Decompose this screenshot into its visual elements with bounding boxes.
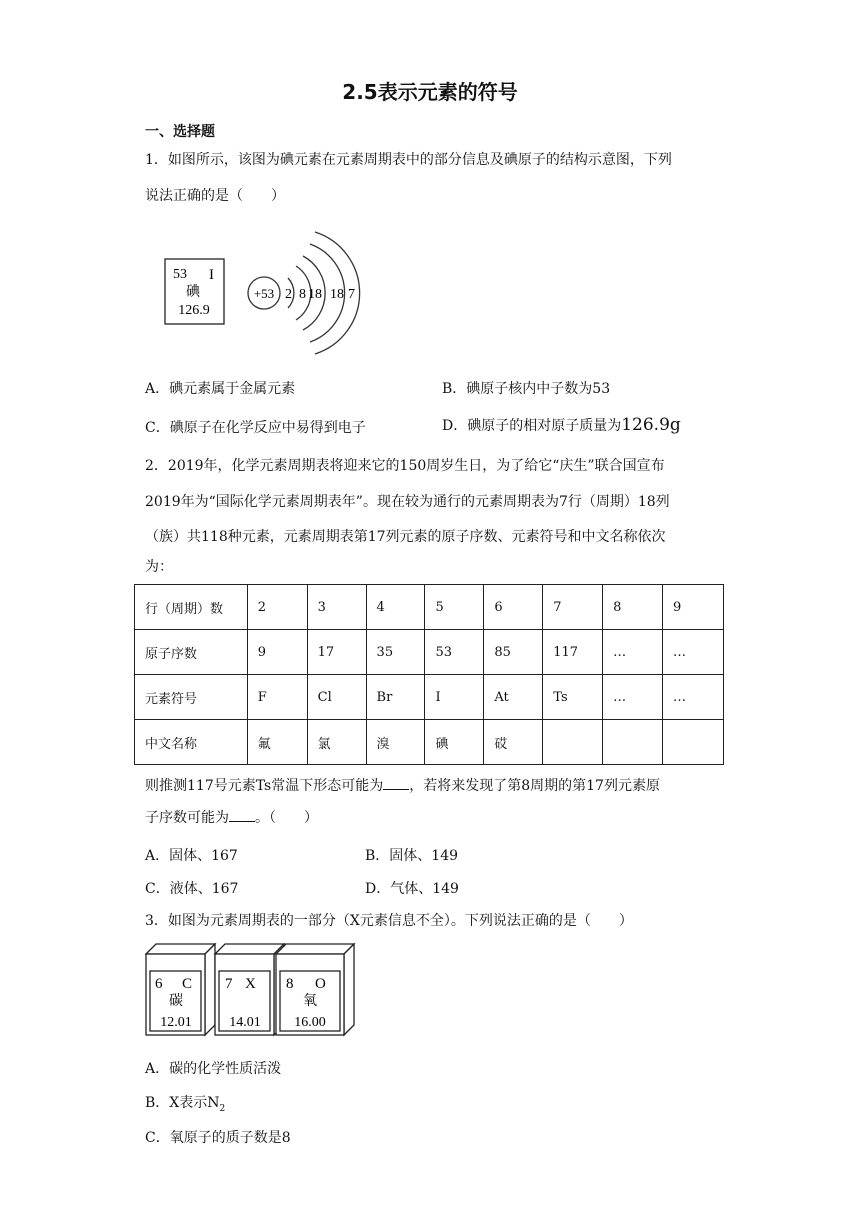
table-cell: Br <box>366 675 425 720</box>
table-cell: 8 <box>603 585 663 630</box>
q2-stem-line1: 2．2019年，化学元素周期表将迎来它的150周岁生日，为了给它“庆生”联合国宣布 <box>145 458 665 474</box>
cell-o-name: 氧 <box>303 994 317 1009</box>
q1-stem-line2: 说法正确的是（ ） <box>145 188 285 204</box>
cell-x-number: 7 <box>225 976 233 992</box>
iodine-name: 碘 <box>186 285 200 300</box>
cell-side <box>205 944 215 1035</box>
iodine-number: 53 <box>173 267 187 282</box>
table-cell <box>663 720 724 765</box>
q2-stem-line3: （族）共118种元素，元素周期表第17列元素的原子序数、元素符号和中文名称依次 <box>145 529 666 545</box>
table-cell: 85 <box>484 630 543 675</box>
q3-option-a: A．碳的化学性质活泼 <box>145 1061 282 1077</box>
iodine-mass: 126.9 <box>178 303 210 318</box>
table-cell: 原子序数 <box>135 630 248 675</box>
table-cell: F <box>247 675 307 720</box>
cell-c-symbol: C <box>182 976 193 992</box>
q2-followup-line2 <box>145 808 318 828</box>
q1-option-d <box>442 415 681 435</box>
shell-2: 8 <box>299 287 306 302</box>
table-cell: 碘 <box>425 720 484 765</box>
table-cell: 117 <box>543 630 603 675</box>
table-row <box>135 630 724 675</box>
iodine-symbol: I <box>209 267 214 283</box>
q2-option-a: A．固体、167 <box>145 848 238 864</box>
q1-option-c: C．碘原子在化学反应中易得到电子 <box>145 420 366 436</box>
table-cell: 氯 <box>307 720 366 765</box>
q2-followup-text-d: 。（ ） <box>255 810 318 826</box>
table-cell: 9 <box>247 630 307 675</box>
q3-option-c: C．氧原子的质子数是8 <box>145 1130 291 1146</box>
shell-1: 2 <box>285 287 292 302</box>
group17-table <box>134 584 724 765</box>
table-cell: Cl <box>307 675 366 720</box>
shell-4: 18 <box>330 287 344 302</box>
table-cell: … <box>603 630 663 675</box>
table-cell: 5 <box>425 585 484 630</box>
table-cell: 行（周期）数 <box>135 585 248 630</box>
table-cell: 砹 <box>484 720 543 765</box>
q2-option-b: B．固体、149 <box>365 848 459 864</box>
table-cell: 元素符号 <box>135 675 248 720</box>
table-cell: 17 <box>307 630 366 675</box>
table-cell: … <box>663 630 724 675</box>
table-cell: 溴 <box>366 720 425 765</box>
table-cell: 3 <box>307 585 366 630</box>
table-cell: … <box>603 675 663 720</box>
table-cell: Ts <box>543 675 603 720</box>
q1-stem-line1: 1．如图所示，该图为碘元素在元素周期表中的部分信息及碘原子的结构示意图，下列 <box>145 152 672 168</box>
cell-c-number: 6 <box>155 976 163 992</box>
section-heading: 一、选择题 <box>145 124 215 140</box>
table-cell <box>603 720 663 765</box>
nucleus-charge: +53 <box>253 286 275 301</box>
cell-x-mass: 14.01 <box>229 1015 261 1030</box>
cell-o-symbol: O <box>315 976 326 992</box>
q2-followup-text-c: 子序数可能为 <box>145 810 229 826</box>
q3-option-b-text: B．X表示N <box>145 1095 220 1111</box>
answer-blank[interactable] <box>229 809 255 822</box>
q3-option-b <box>145 1092 225 1114</box>
table-cell: 2 <box>247 585 307 630</box>
cell-x-symbol: X <box>245 976 256 992</box>
table-cell: … <box>663 675 724 720</box>
q3-stem: 3．如图为元素周期表的一部分（X元素信息不全）。下列说法正确的是（ ） <box>145 913 633 929</box>
table-cell: 7 <box>543 585 603 630</box>
table-cell: At <box>484 675 543 720</box>
cell-c-mass: 12.01 <box>160 1015 192 1030</box>
table-cell: 4 <box>366 585 425 630</box>
cell-o-mass: 16.00 <box>294 1015 326 1030</box>
shell-3: 18 <box>308 287 322 302</box>
table-cell: 53 <box>425 630 484 675</box>
cell-c-name: 碳 <box>169 994 183 1009</box>
q3-option-b-subscript: 2 <box>219 1103 226 1114</box>
page-title: 2.5表示元素的符号 <box>342 80 518 104</box>
q2-option-d: D．气体、149 <box>365 881 459 897</box>
table-cell: 氟 <box>247 720 307 765</box>
q2-stem-line4: 为： <box>145 559 173 575</box>
table-cell: 9 <box>663 585 724 630</box>
table-cell <box>543 720 603 765</box>
table-cell: 35 <box>366 630 425 675</box>
cell-o-number: 8 <box>286 976 294 992</box>
q1-option-a: A．碘元素属于金属元素 <box>145 381 296 397</box>
table-cell: I <box>425 675 484 720</box>
q2-followup-text-a: 则推测117号元素Ts常温下形态可能为 <box>145 778 384 794</box>
q2-followup-line1 <box>145 776 660 796</box>
table-row <box>135 585 724 630</box>
q1-option-d-text: D．碘原子的相对原子质量为 <box>442 418 622 434</box>
table-cell: 中文名称 <box>135 720 248 765</box>
q2-stem-line2: 2019年为“国际化学元素周期表年”。现在较为通行的元素周期表为7行（周期）18列 <box>145 494 670 510</box>
iodine-figure <box>160 222 370 362</box>
q1-option-b: B．碘原子核内中子数为53 <box>442 381 611 397</box>
shell-5: 7 <box>348 287 355 302</box>
q2-option-c: C．液体、167 <box>145 881 239 897</box>
table-row <box>135 720 724 765</box>
q1-option-d-value: 126.9g <box>621 415 681 435</box>
table-row <box>135 675 724 720</box>
table-cell: 6 <box>484 585 543 630</box>
answer-blank[interactable] <box>383 777 409 790</box>
q2-followup-text-b: ，若将来发现了第8周期的第17列元素原 <box>409 778 660 794</box>
periodic-cells-figure <box>145 943 361 1039</box>
cell-top <box>146 944 215 954</box>
